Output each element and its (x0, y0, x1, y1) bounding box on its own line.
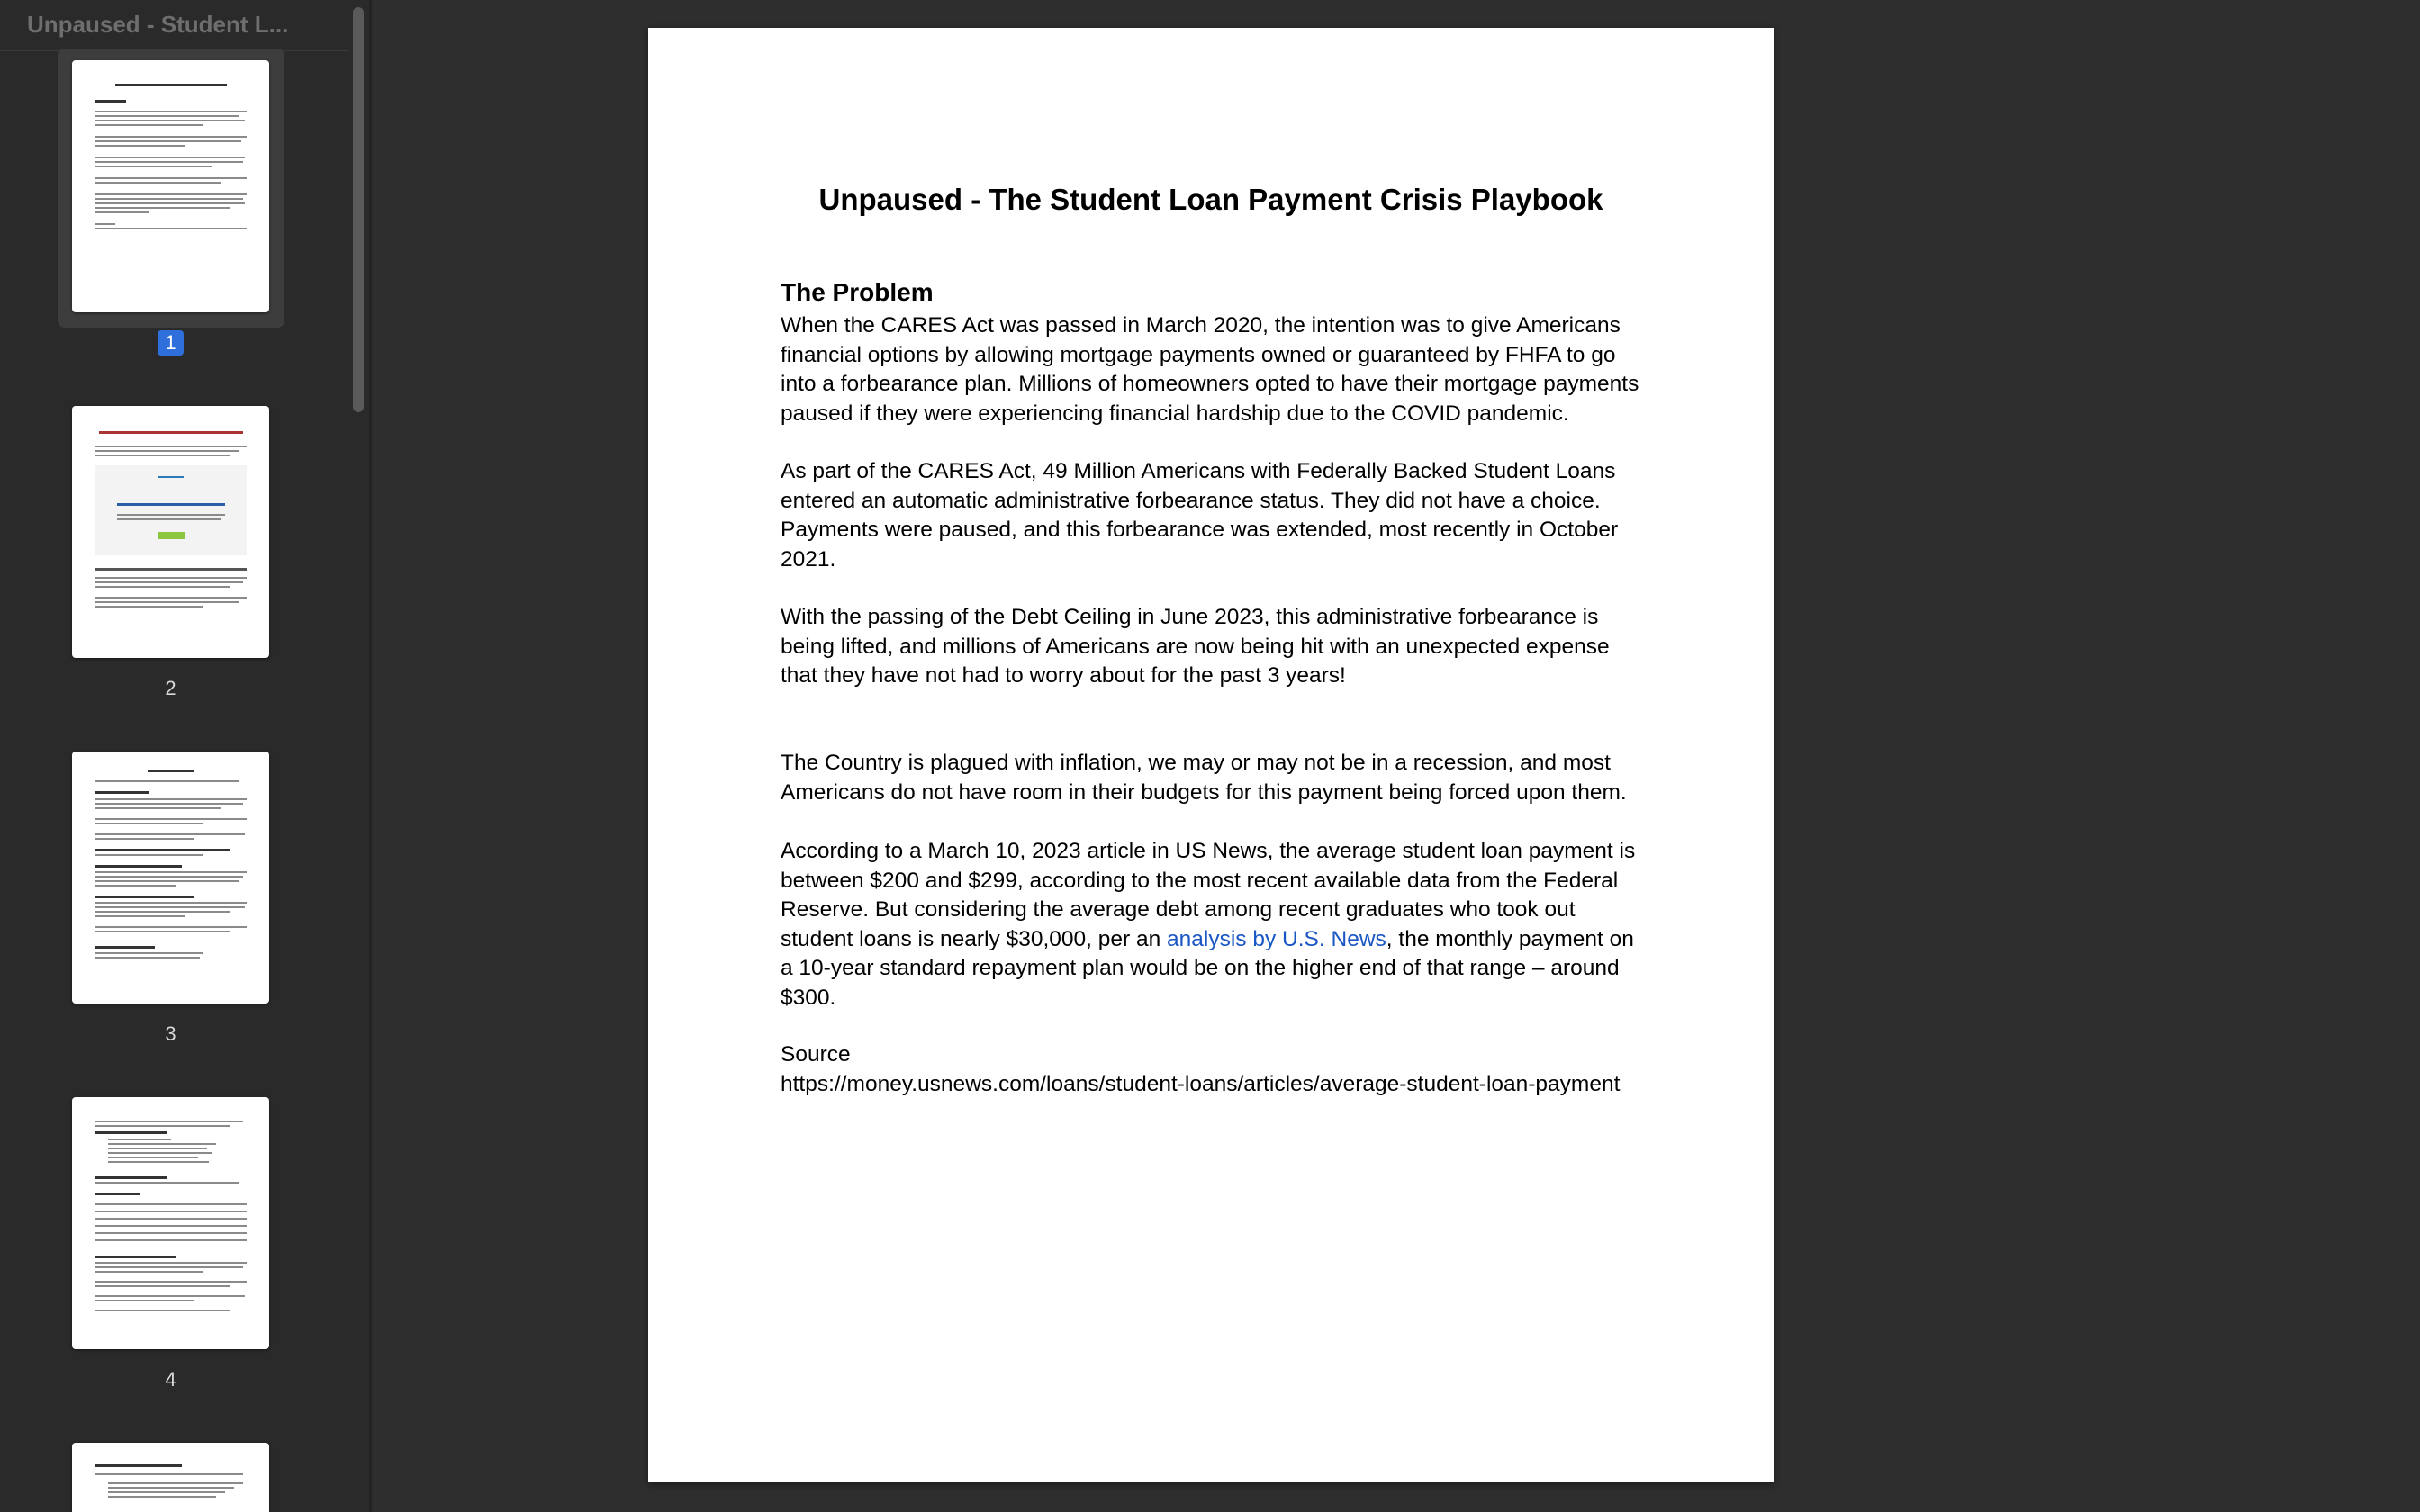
sidebar-document-title: Unpaused - Student L... (27, 11, 289, 38)
thumbnail-sidebar (0, 0, 369, 1512)
paragraph-us-news-text-end: , the monthly payment on a 10-year standard repayment plan would be on the higher end of that range – around $300. (781, 926, 1634, 1010)
source-label: Source (781, 1042, 851, 1066)
paragraph-student-loans-forbearance: As part of the CARES Act, 49 Million Americans with Federally Backed Student Loans entered an automatic administrative forbearance status. They did not have a choice. Payments were paused, and this forbearance was extended, most recently in October 2021. (781, 459, 1619, 572)
page-label-2[interactable]: 2 (165, 677, 176, 699)
paragraph-cares-act: When the CARES Act was passed in March 2020, the intention was to give Americans financial options by allowing mortgage payments owned or guaranteed by FHFA to go into a forbearance plan. Millions of homeowners opted to have their mortgage payments paused if they were experiencing financial hardship due to the COVID pandemic. (781, 313, 1639, 426)
sidebar-scrollbar-thumb[interactable] (353, 7, 364, 412)
document-title: Unpaused - The Student Loan Payment Crisis Playbook (818, 183, 1603, 216)
page-label-3[interactable]: 3 (165, 1022, 176, 1045)
page-label-1[interactable]: 1 (72, 330, 269, 356)
page-label-4[interactable]: 4 (165, 1368, 176, 1390)
analysis-link[interactable]: analysis by U.S. News (1167, 926, 1386, 951)
page-thumbnail-1[interactable] (72, 60, 269, 312)
paragraph-us-news-text-start: According to a March 10, 2023 article in US News, the average student loan payment is between $200 and $299, according to the most recent available data from the Federal Reserve. But considering the average debt among recent graduates who took out student loans is nearly $30,000, per an (781, 839, 1636, 951)
document-viewport[interactable] (372, 0, 2420, 1512)
page-thumbnail-4[interactable] (72, 1097, 269, 1349)
source-block (781, 1040, 1645, 1099)
page-thumbnail-3[interactable] (72, 752, 269, 1004)
page-thumbnail-5[interactable] (72, 1443, 269, 1512)
paragraph-us-news (781, 837, 1645, 1012)
document-page (648, 28, 1774, 1482)
source-url: https://money.usnews.com/loans/student-loans/articles/average-student-loan-payment (781, 1071, 1621, 1096)
section-heading: The Problem (781, 278, 934, 306)
paragraph-debt-ceiling: With the passing of the Debt Ceiling in June 2023, this administrative forbearance is being lifted, and millions of Americans are now being hit with an unexpected expense that they have not had to worry about for the past 3 years! (781, 605, 1610, 688)
sidebar-header (0, 0, 351, 51)
paragraph-inflation: The Country is plagued with inflation, we may or may not be in a recession, and most Americans do not have room in their budgets for this payment being forced upon them. (781, 751, 1627, 805)
page-thumbnail-2[interactable] (72, 406, 269, 658)
